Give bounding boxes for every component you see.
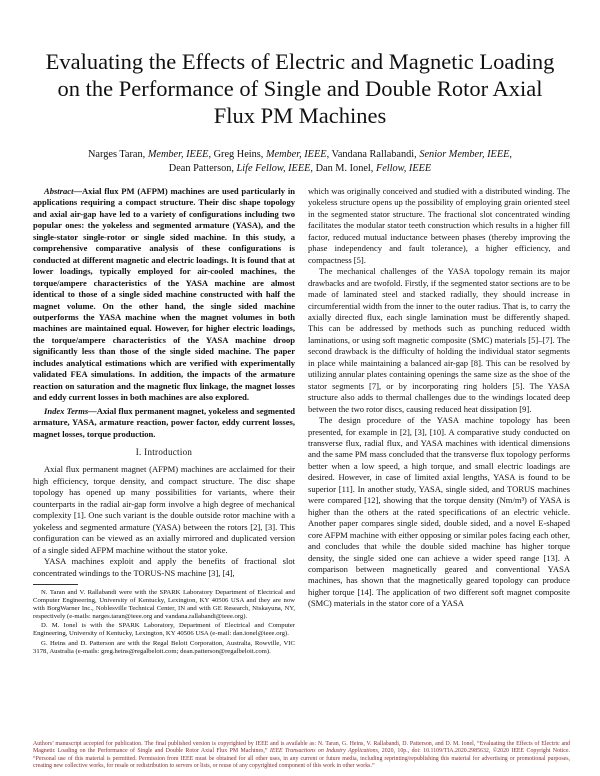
author-list: Narges Taran, Member, IEEE, Greg Heins, Member, IEEE, Vandana Rallabandi, Senior Member, IEEE, Dean Patterson, Life Fellow, IEEE, Dan M. Ionel, Fellow, IEEE — [88, 149, 512, 174]
abstract — [33, 186, 295, 404]
body-paragraph: Axial flux permanent magnet (AFPM) machines are acclaimed for their high efficiency, torque density, and compact structure. The disc shape topology has opened up many possibilities for variants, where their counterparts in the radial air-gap form involve a high degree of mechanical complexity [1]. One such variant is the double outside rotor machine with a yokeless and segmented armature (YASA) between the rotors [2], [3]. This configuration can be viewed as an axially mirrored and duplicated version of a single sided AFPM machine without the stator yoke. — [33, 464, 295, 555]
author-affiliation: Member, IEEE — [147, 149, 209, 160]
author-name: Vandana Rallabandi — [331, 149, 415, 160]
left-column — [33, 186, 295, 656]
index-terms-text: Axial flux permanent magnet, yokeless and segmented armature, YASA, armature reaction, power factor, eddy current losses, magnet losses, torque production. — [33, 405, 295, 439]
author-affiliation: Senior Member, IEEE — [419, 149, 510, 160]
body-paragraph: The mechanical challenges of the YASA topology remain its major drawbacks and are twofold. Firstly, if the segmented stator sections are to be made of laminated steel and stacked radially, they should increase in circumferential width from the inner to the outer radius. That is, to carry the axially directed flux, each single lamination must be differently shaped. This can be addressed by methods such as punching reduced width laminations, or using soft magnetic composite (SMC) materials [5]–[7]. The second drawback is the difficulty of holding the individual stator segments in place while maintaining a balanced air-gap [8]. This can be resolved by utilizing annular plates containing openings the same size as the shoe of the stator segments [7], or by incorporating ring holders [5]. The YASA structure also adds to thermal challenges due to the windings located deep between the two rotor discs, causing reduced heat dissipation [9]. — [308, 266, 570, 414]
body-paragraph: which was originally conceived and studied with a distributed winding. The yokeless structure opens up the possibility of employing grain oriented steel in the segmented stator structure. The fractional slot concentrated winding facilitates the modular stator teeth construction which results in a higher fill factor, reduced mutual inductance between phases (thereby improving the phase independency and fault tolerance), a higher efficiency, and compactness [5]. — [308, 186, 570, 265]
notice-suffix: , 2020, 10p., doi: 10.1109/TIA.2020.2985632, ©2020 IEEE Copyright Notice. “Personal use of this material is permitted. Permission from IEEE must be obtained for all other uses, in any current or future media, including reprinting/republishing this material for advertising or promotional purposes, creating new collective works, for resale or redistribution to servers or lists, or reuse of any copyrighted component of this work in other works.” — [33, 748, 570, 770]
author-name: Narges Taran — [88, 149, 143, 160]
footnote: D. M. Ionel is with the SPARK Laboratory, Department of Electrical and Computer Engineering, University of Kentucky, Lexington, KY 40506 USA (e-mail: dan.ionel@ieee.org). — [33, 622, 295, 638]
body-paragraph: The design procedure of the YASA machine topology has been presented, for example in [2], [3], [10]. A comparative study conducted on transverse flux, radial flux, and YASA machines with identical dimensions and the same PM mass concluded that the transverse flux topology performs better when a low speed, a high torque, and small electric loadings are desired. However, in case of limited axial lengths, YASA is found to be superior [11]. In another study, YASA, single sided, and TORUS machines were compared [12], showing that the torque density (Nm/m³) of YASA is higher than the others at the rated specifications of an electric vehicle. Another paper compares single sided, double sided, and a novel E-shaped core AFPM machine with either opposing or similar poles facing each other, and concludes that while the double sided machine has higher torque density, the single sided one can achieve a wider speed range [13]. A comparison between magnetically geared and conventional YASA machines, has shown that the magnetically geared topology can produce higher torque [14]. The application of two different soft magnet composite (SMC) materials in the stator core of a YASA — [308, 415, 570, 609]
author-name: Dan M. Ionel — [315, 163, 371, 174]
body-paragraph: YASA machines exploit and apply the benefits of fractional slot concentrated windings to the TORUS-NS machine [3], [4], — [33, 556, 295, 578]
author-affiliation: Life Fellow, IEEE — [236, 163, 311, 174]
index-terms — [33, 406, 295, 440]
right-column — [308, 186, 570, 610]
author-affiliation: Member, IEEE — [265, 149, 327, 160]
abstract-text: Axial flux PM (AFPM) machines are used particularly in applications requiring a compact structure. Their disc shape topology and axial air-gap have led to a variety of configurations including two popular ones: the yokeless and segmented armature (YASA), and the single-stator single-rotor or single sided machine. In this study, a comprehensive comparative analysis of these configurations is conducted at different magnetic and electric loadings. It is found that at lower loadings, typically employed for air-cooled machines, the torque/ampere characteristics of the YASA machine are almost identical to those of a single sided machine constructed with half the magnet volume. On the other hand, the single sided machine outperforms the YASA machine when the magnet volumes in both machines are maintained equal. However, for higher electric loadings, the torque/ampere characteristics of the YASA machine droop significantly less than those of the single sided machine. The paper includes analytical estimations which are verified with experimentally validated FEA simulations. In addition, the impacts of the armature reaction on saturation and the magnetic flux linkage, the magnet losses and eddy current losses in both machines are also explored. — [33, 186, 295, 403]
author-name: Dean Patterson — [168, 163, 232, 174]
abstract-label: Abstract— — [44, 186, 82, 196]
author-affiliation: Fellow, IEEE — [375, 163, 432, 174]
footnote: G. Heins and D. Patterson are with the Regal Beloit Corporation, Australia, Rowville, VIC 3178, Australia (e-mails: greg.heins@regalbeloit.com; dean.patterson@regalbeloit.com). — [33, 639, 295, 655]
index-terms-label: Index Terms— — [44, 405, 97, 416]
notice-journal: IEEE Transactions on Industry Applications — [269, 748, 378, 755]
author-name: Greg Heins — [213, 149, 261, 160]
copyright-notice — [33, 741, 570, 771]
section-heading: I. Introduction — [135, 446, 193, 457]
paper-title: Evaluating the Effects of Electric and Magnetic Loading on the Performance of Single and Double Rotor Axial Flux PM Machines — [45, 49, 555, 128]
notice-prefix: Authors’ manuscript accepted for publication. The final published version is copyrighted by IEEE and is available as: N. Taran, G. Heins, V. Rallabandi, D. Patterson, and D. M. Ionel, “Evaluating the Effects of Electric and Magnetic Loading on the Performance of Single and Double Rotor Axial Flux PM Machines,” — [33, 741, 570, 755]
footnote-divider — [33, 584, 78, 585]
footnote: N. Taran and V. Rallabandi were with the SPARK Laboratory Department of Electrical and Computer Engineering, University of Kentucky, Lexington, KY 40506 USA and they are now with BorgWarner Inc., Noblesville Technical Center, IN and with GE Research, Niskayuna, NY, respectively (e-mails: narges.taran@ieee.org and vandana.rallabandi@ieee.org). — [33, 588, 295, 621]
